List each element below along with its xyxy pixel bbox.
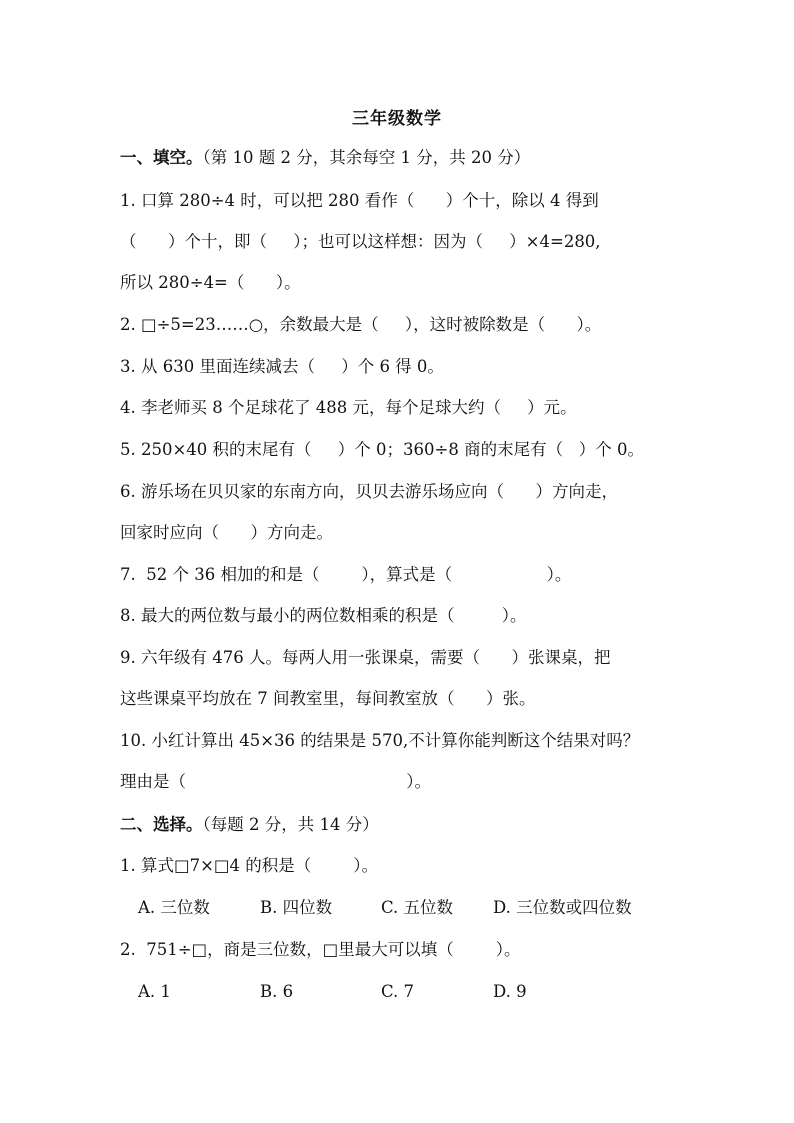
question-line: 10. 小红计算出 45×36 的结果是 570,不计算你能判断这个结果对吗？ xyxy=(120,731,640,750)
question-line: 8. 最大的两位数与最小的两位数相乘的积是（ ）。 xyxy=(120,606,527,625)
question-line: 6. 游乐场在贝贝家的东南方向，贝贝去游乐场应向（ ）方向走， xyxy=(120,482,618,501)
question-line: 3. 从 630 里面连续减去（ ）个 6 得 0。 xyxy=(120,357,444,376)
question-line: 所以 280÷4=（ ）。 xyxy=(120,273,301,292)
question-line: 9. 六年级有 476 人。每两人用一张课桌，需要（ ）张课桌，把 xyxy=(120,648,611,667)
choice-option: D. 三位数或四位数 xyxy=(493,898,632,917)
question-line: 7. 52 个 36 相加的和是（ ），算式是（ ）。 xyxy=(120,565,572,584)
question-line: 回家时应向（ ）方向走。 xyxy=(120,523,333,542)
question-line: 4. 李老师买 8 个足球花了 488 元，每个足球大约（ ）元。 xyxy=(120,398,577,417)
section1-heading xyxy=(120,146,700,170)
question-line: 1. 口算 280÷4 时，可以把 280 看作（ ）个十，除以 4 得到 xyxy=(120,191,599,210)
question-line: 2. □÷5=23……○，余数最大是（ ），这时被除数是（ ）。 xyxy=(120,315,602,334)
choice-option: D. 9 xyxy=(493,982,527,1001)
section1-score-note: （第 10 题 2 分，其余每空 1 分，共 20 分） xyxy=(202,148,531,167)
section2-heading xyxy=(120,813,700,837)
choice-option: C. 7 xyxy=(381,982,415,1001)
question-line: （ ）个十，即（ ）；也可以这样想：因为（ ）×4=280, xyxy=(120,232,601,251)
question-line: 理由是（ ）。 xyxy=(120,772,432,791)
section1-heading-label: 一、填空。 xyxy=(120,148,203,167)
choice-option: B. 6 xyxy=(260,982,294,1001)
choice-question-1: 1. 算式□7×□4 的积是（ ）。 xyxy=(120,856,378,875)
question-line: 5. 250×40 积的末尾有（ ）个 0；360÷8 商的末尾有（ ）个 0。 xyxy=(120,440,645,459)
section2-heading-label: 二、选择。 xyxy=(120,815,203,834)
section2-score-note: （每题 2 分，共 14 分） xyxy=(202,815,379,834)
choice-option: A. 三位数 xyxy=(138,898,210,917)
choice-option: C. 五位数 xyxy=(381,898,454,917)
choice-question-2: 2. 751÷□，商是三位数，□里最大可以填（ ）。 xyxy=(120,940,521,959)
choice-option: B. 四位数 xyxy=(260,898,333,917)
exam-title: 三年级数学 xyxy=(352,109,442,129)
choice-option: A. 1 xyxy=(138,982,171,1001)
question-line: 这些课桌平均放在 7 间教室里，每间教室放（ ）张。 xyxy=(120,689,536,708)
